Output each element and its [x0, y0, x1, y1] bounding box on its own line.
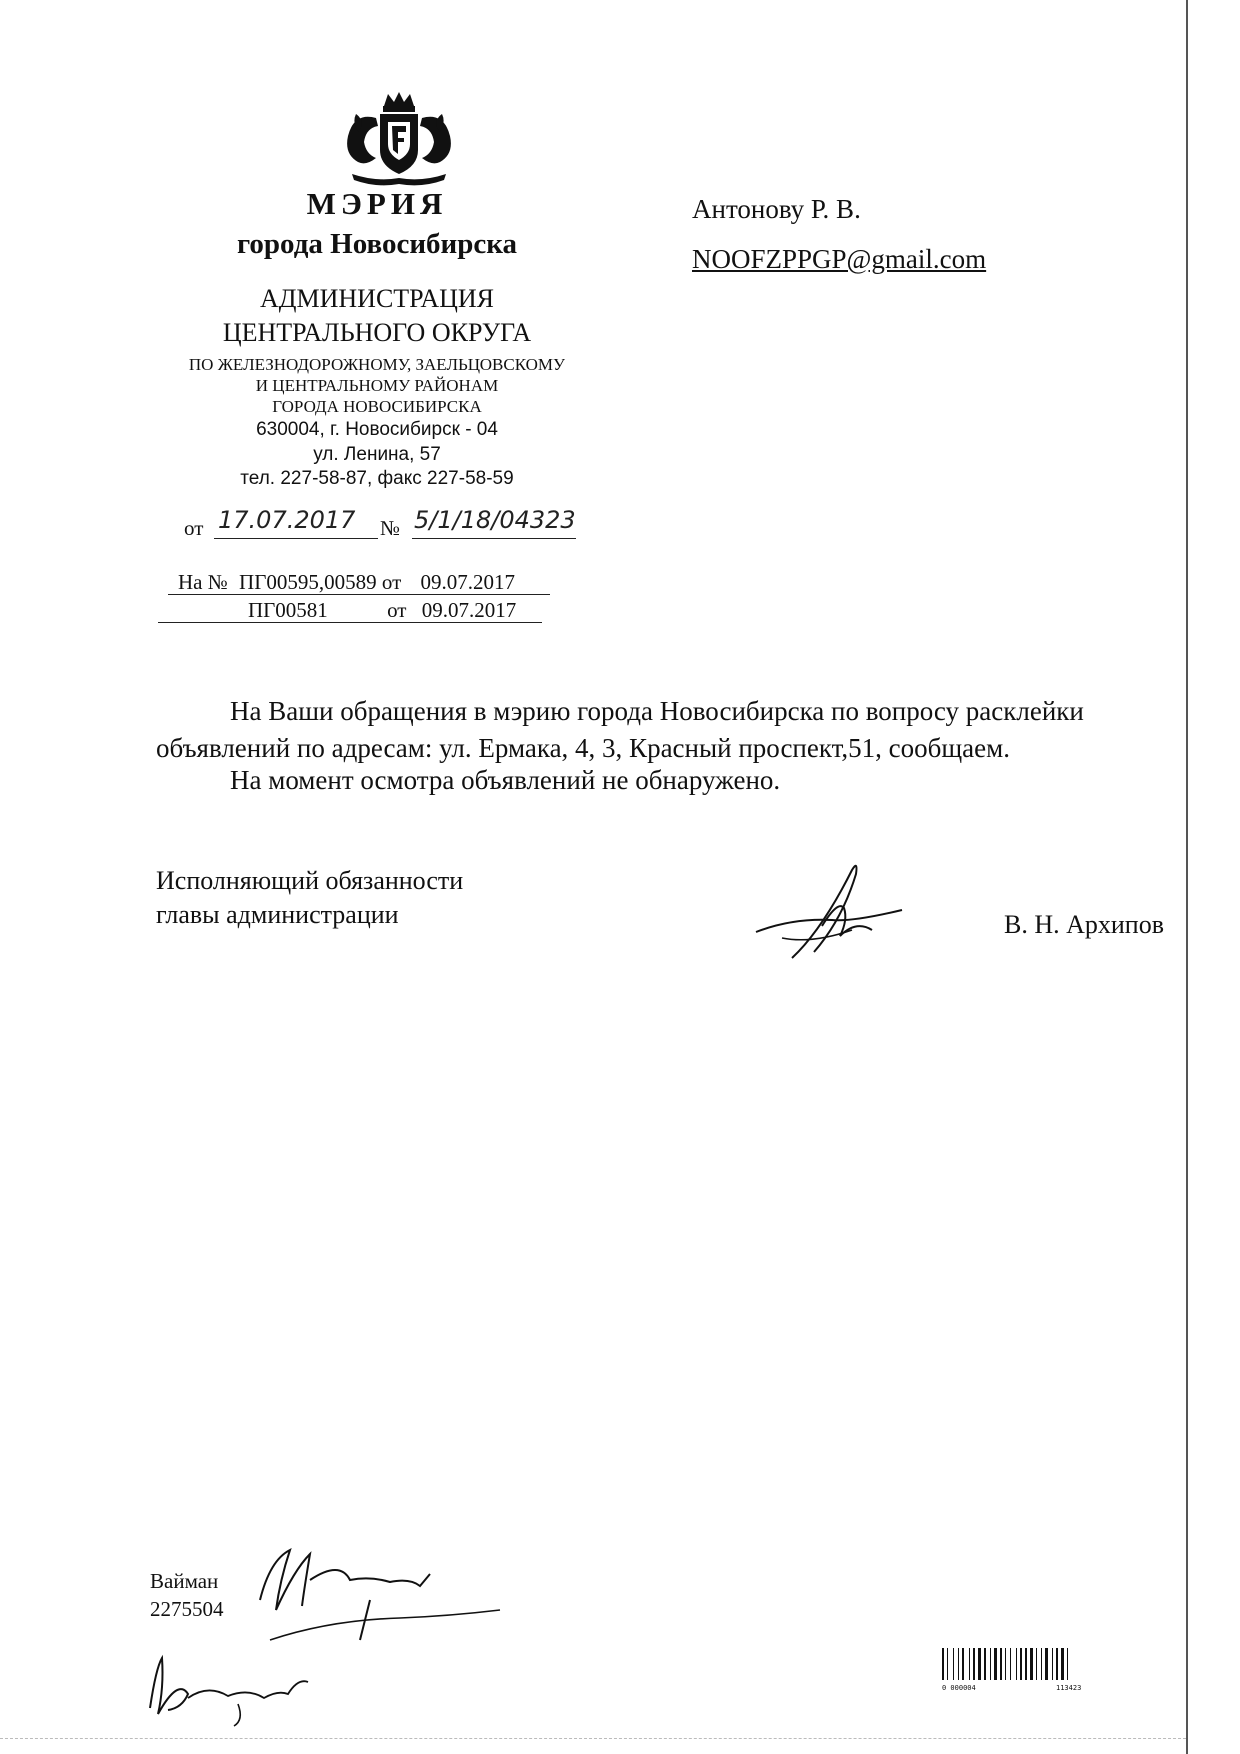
districts-line-1: ПО ЖЕЛЕЗНОДОРОЖНОМУ, ЗАЕЛЬЦОВСКОМУ: [188, 355, 566, 374]
date-field: [214, 508, 378, 539]
approval-signature-icon: [250, 1540, 510, 1650]
barcode-bar: [1045, 1648, 1048, 1680]
coat-of-arms-icon: [336, 92, 462, 188]
executor-name: Вайман: [150, 1569, 219, 1593]
number-field: [412, 508, 576, 539]
barcode-bar: [1016, 1648, 1017, 1680]
reference-date-1: 09.07.2017: [420, 570, 515, 594]
barcode-bar: [1052, 1648, 1053, 1680]
body-paragraph-1-line-2: объявлений по адресам: ул. Ермака, 4, 3, Красный проспект,51, сообщаем.: [156, 733, 1010, 763]
barcode-digits-right: 113423: [1056, 1684, 1082, 1692]
reference-line-2: [248, 598, 516, 622]
executor-info: [150, 1567, 224, 1623]
barcode-digits-left: 0 000004: [942, 1684, 976, 1692]
body-paragraph-1-line-1: На Ваши обращения в мэрию города Новосибирска по вопросу расклейки: [230, 696, 1084, 726]
barcode-bar: [1030, 1648, 1033, 1680]
barcode-bar: [984, 1648, 986, 1680]
date-value: 17.07.2017: [218, 506, 356, 534]
reference-date-2: 09.07.2017: [421, 598, 517, 622]
barcode-bar: [958, 1648, 959, 1680]
mayor-city: города Новосибирска: [236, 228, 518, 260]
barcode-bar: [978, 1648, 981, 1680]
body-paragraph-2: На момент осмотра объявлений не обнаружено.: [230, 765, 781, 795]
date-prefix: от: [184, 516, 204, 540]
barcode-bar: [962, 1648, 964, 1680]
reference-line-1: [178, 570, 515, 594]
barcode-bar: [969, 1648, 970, 1680]
districts-line-2: И ЦЕНТРАЛЬНОМУ РАЙОНАМ: [255, 376, 499, 395]
reference-underline-2: [158, 622, 542, 623]
reference-number-2: ПГ00581: [248, 598, 328, 622]
barcode-bar: [953, 1648, 954, 1680]
mayor-title: МЭРИЯ: [306, 186, 448, 221]
phone-line: тел. 227-58-87, факс 227-58-59: [240, 468, 514, 489]
barcode-bar: [1010, 1648, 1011, 1680]
executor-signature-icon: [138, 1648, 318, 1728]
signer-position-line-1: Исполняющий обязанности: [156, 866, 464, 895]
administration-district: ЦЕНТРАЛЬНОГО ОКРУГА: [222, 318, 532, 347]
signer-position: [156, 864, 463, 932]
barcode-bar: [1000, 1648, 1002, 1680]
head-signature-icon: [752, 860, 912, 970]
barcode-bar: [1056, 1648, 1058, 1680]
barcode-bar: [942, 1648, 944, 1680]
barcode-bar: [973, 1648, 975, 1680]
barcode-icon: [938, 1646, 1118, 1692]
barcode-bar: [990, 1648, 991, 1680]
address-line-1: 630004, г. Новосибирск - 04: [256, 419, 498, 440]
barcode-bar: [1036, 1648, 1037, 1680]
scan-bottom-edge: [0, 1738, 1186, 1739]
barcode-bar: [947, 1648, 948, 1680]
number-value: 5/1/18/04323: [414, 506, 576, 534]
barcode-bar: [1025, 1648, 1027, 1680]
reference-underline-1: [168, 594, 550, 595]
number-prefix: №: [380, 516, 401, 540]
barcode-bar: [1061, 1648, 1064, 1680]
address-line-2: ул. Ленина, 57: [313, 444, 441, 465]
barcode-bar: [1020, 1648, 1022, 1680]
barcode-bar: [1005, 1648, 1006, 1680]
signer-position-line-2: главы администрации: [156, 900, 399, 929]
administration-title: АДМИНИСТРАЦИЯ: [260, 284, 494, 313]
recipient-email[interactable]: NOOFZPPGP@gmail.com: [692, 244, 987, 274]
executor-phone: 2275504: [150, 1597, 224, 1621]
reference-from-1: от: [381, 570, 402, 594]
reference-prefix: На №: [178, 570, 228, 594]
districts-line-3: ГОРОДА НОВОСИБИРСКА: [272, 397, 482, 416]
barcode-bar: [994, 1648, 997, 1680]
reference-number-1: ПГ00595,00589: [239, 570, 377, 594]
signer-name: В. Н. Архипов: [1004, 910, 1164, 939]
barcode-bar: [1067, 1648, 1068, 1680]
scan-edge-line: [1186, 0, 1188, 1754]
barcode-bar: [1041, 1648, 1042, 1680]
reference-from-2: от: [387, 598, 407, 622]
recipient-name: Антонову Р. В.: [692, 194, 861, 224]
